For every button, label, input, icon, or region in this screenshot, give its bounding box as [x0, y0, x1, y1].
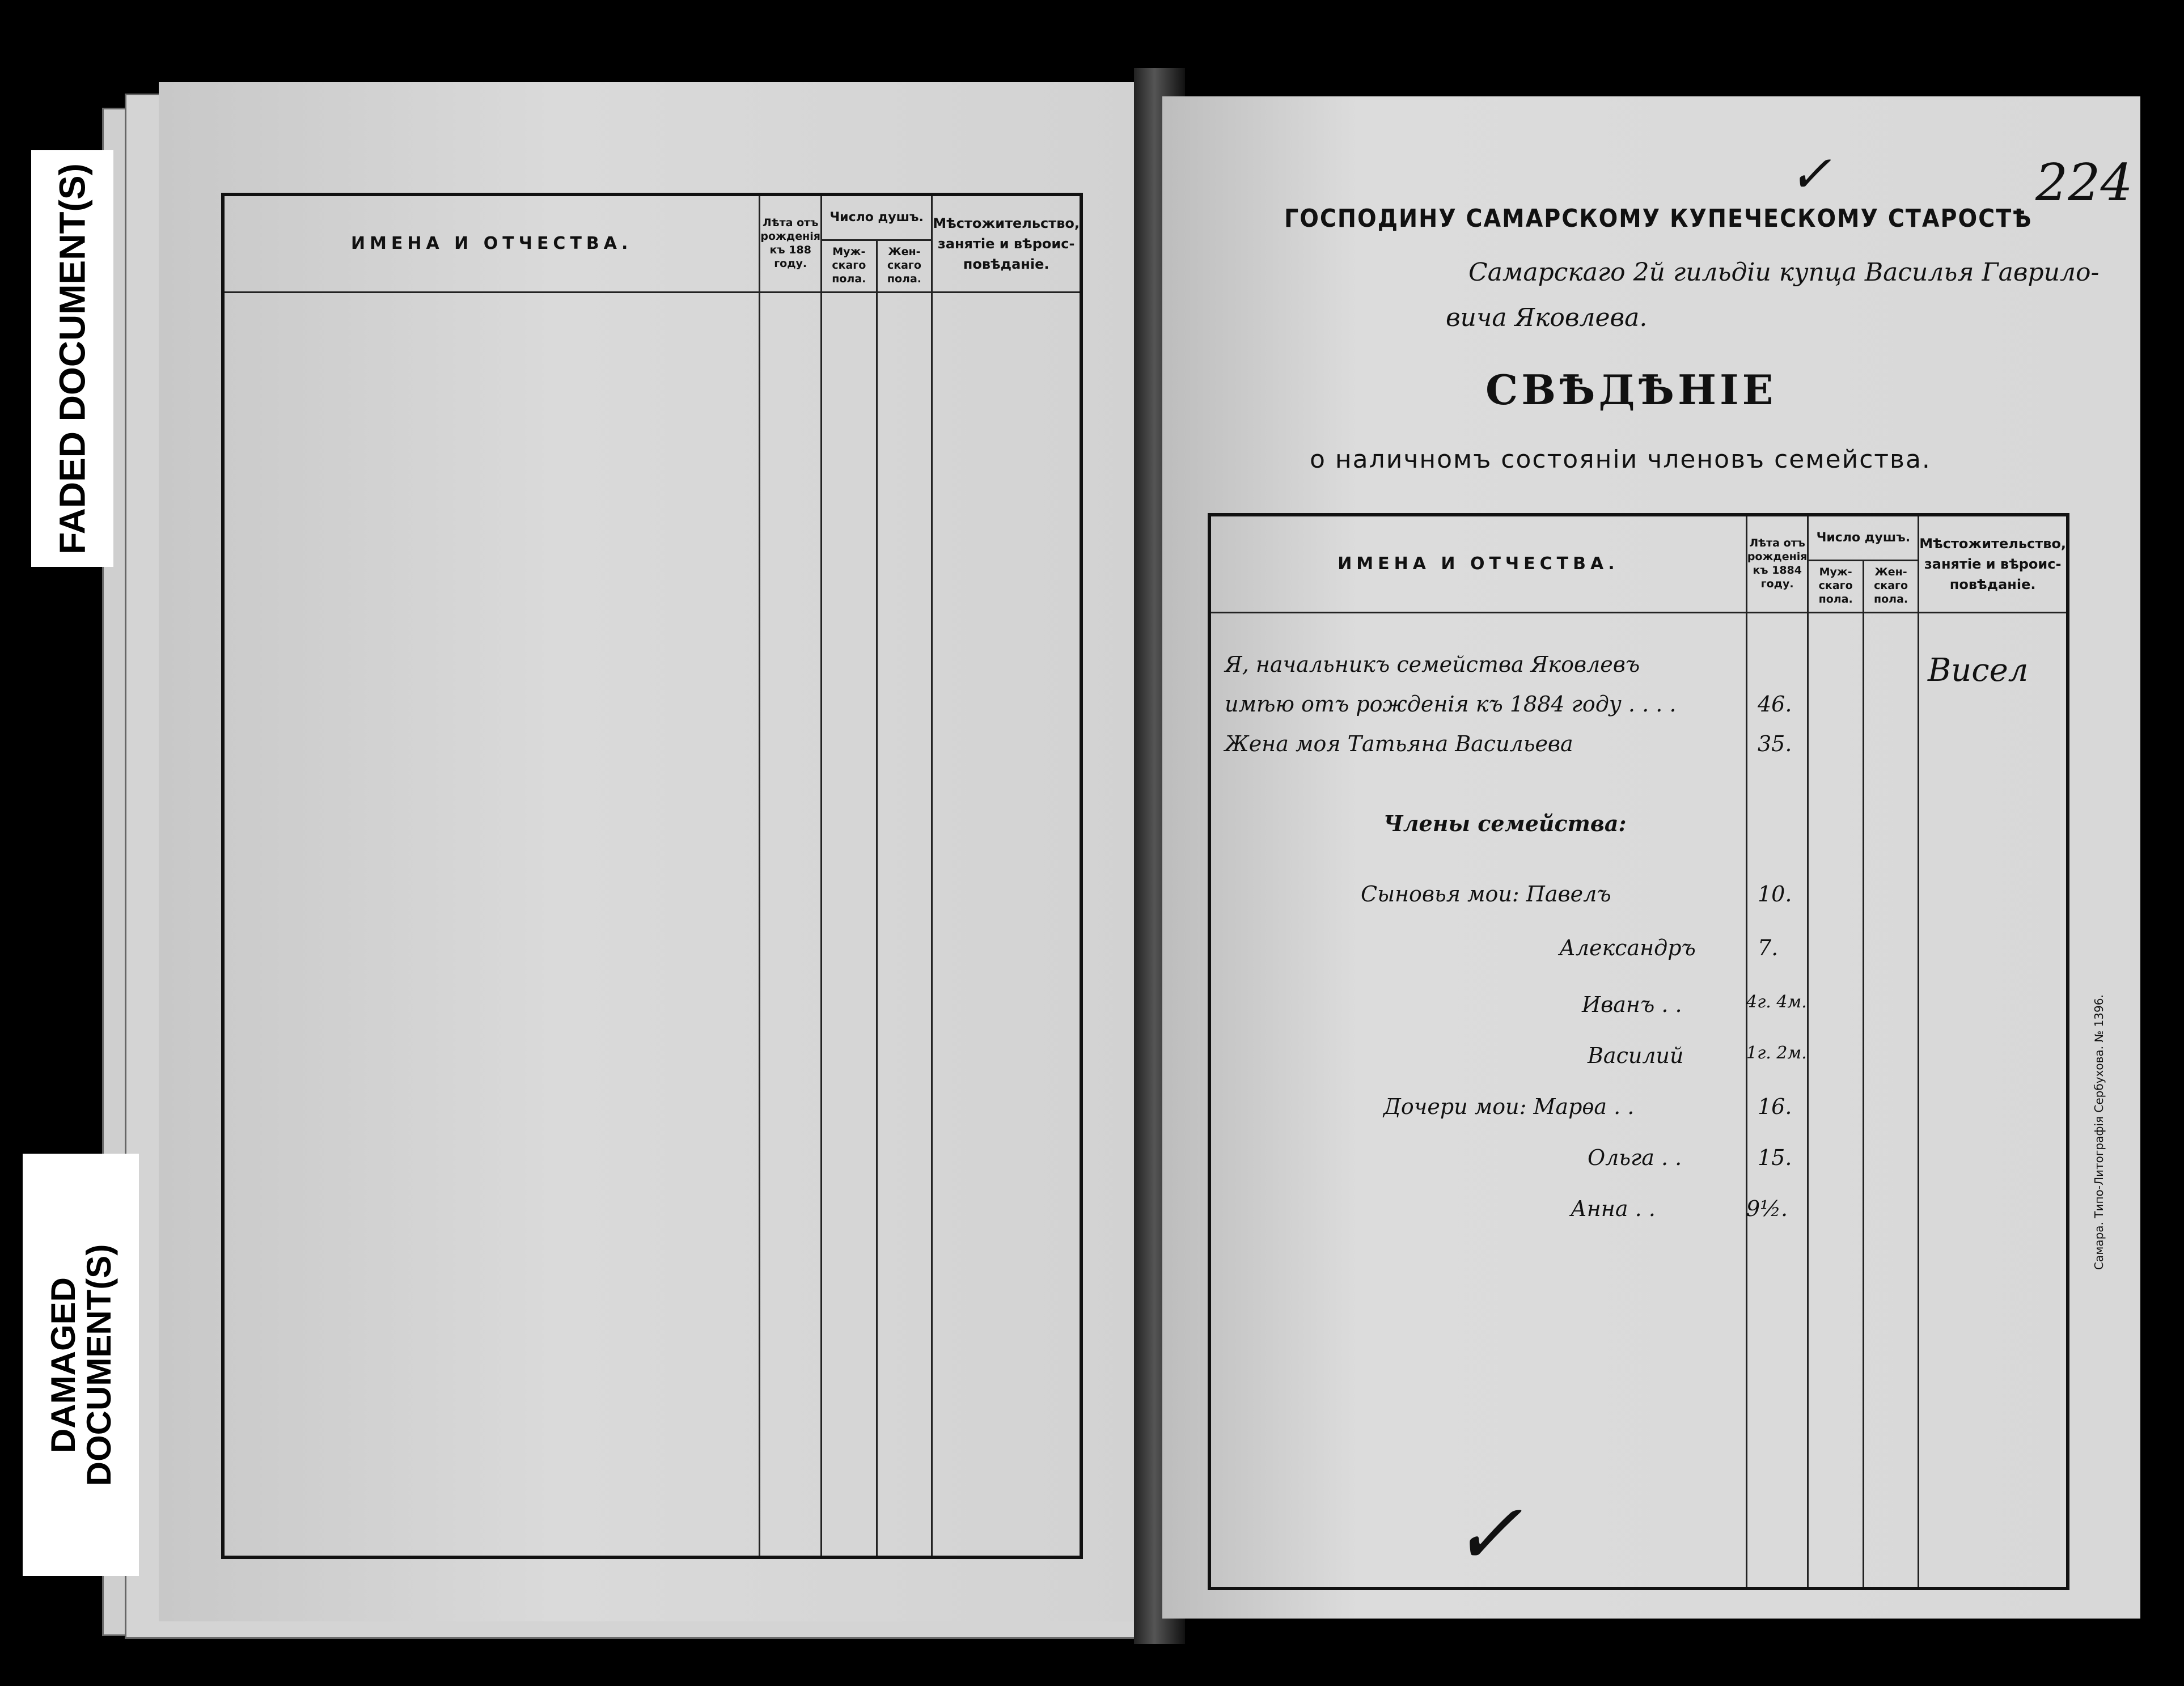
residence-column	[932, 292, 1081, 1557]
years-column	[760, 292, 822, 1557]
female-column	[1863, 612, 1918, 1588]
child-age: 16.	[1758, 1094, 1792, 1119]
child-age: 9½.	[1746, 1196, 1788, 1221]
printer-imprint: Самара. Типо-Литографія Сербухова. № 1396.	[2092, 994, 2106, 1270]
faded-document-label: FADED DOCUMENT(S)	[51, 163, 92, 554]
years-column-header: Лѣта отъ рожденія къ 188 году.	[760, 194, 822, 292]
damaged-document-label: DAMAGED DOCUMENT(S)	[44, 1244, 118, 1486]
addressee-heading: ГОСПОДИНУ САМАРСКОМУ КУПЕЧЕСКОМУ СТАРОСТѢ	[1284, 204, 2033, 233]
left-form-table	[221, 193, 1083, 1559]
document-title: СВѢДѢНІЕ	[1485, 366, 1777, 414]
child-name: Дочери мои: Марѳа . .	[1383, 1094, 1635, 1119]
child-name: Василий	[1588, 1043, 1684, 1068]
child-age: 1г. 2м.	[1746, 1043, 1807, 1063]
child-name: Анна . .	[1571, 1196, 1656, 1221]
female-column	[877, 292, 932, 1557]
residence-note: Висел	[1928, 652, 2029, 689]
head-of-family-line: Я, начальникъ семейства Яковлевъ	[1225, 652, 1640, 677]
child-name: Иванъ . .	[1582, 992, 1682, 1017]
wife-entry: Жена моя Татьяна Васильева	[1225, 731, 1573, 756]
merchant-line-continued: вича Яковлева.	[1446, 303, 1648, 332]
female-column-header: Жен- скаго пола.	[877, 240, 932, 292]
child-name: Ольга . .	[1588, 1145, 1682, 1170]
child-age: 4г. 4м.	[1746, 992, 1807, 1012]
child-age: 15.	[1758, 1145, 1792, 1170]
head-birth-line: имѣю отъ рожденія къ 1884 году . . . .	[1225, 692, 1677, 717]
male-column	[822, 292, 877, 1557]
faded-document-tag	[31, 150, 113, 567]
male-column-header: Муж- скаго пола.	[822, 240, 877, 292]
page-number: 224	[2035, 153, 2133, 213]
child-age: 7.	[1758, 935, 1779, 960]
merchant-line: Самарскаго 2й гильдіи купца Василья Гаврило-	[1468, 258, 2100, 287]
souls-column-header: Число душъ.	[822, 194, 932, 240]
names-column-header: ИМЕНА И ОТЧЕСТВА.	[223, 194, 760, 292]
male-column-header: Муж- скаго пола.	[1808, 560, 1863, 612]
child-age: 10.	[1758, 882, 1792, 906]
residence-column-header: Мѣстожительство, занятіе и вѣроис- повѣданіе.	[932, 194, 1081, 292]
names-column-header: ИМЕНА И ОТЧЕСТВА.	[1209, 515, 1746, 612]
wife-age: 35.	[1758, 731, 1792, 756]
head-age: 46.	[1758, 692, 1792, 717]
male-column	[1808, 612, 1863, 1588]
check-mark: ✓	[1789, 145, 1832, 204]
damaged-document-tag	[23, 1154, 139, 1576]
names-column	[223, 292, 760, 1557]
document-subtitle: о наличномъ состояніи членовъ семейства.	[1310, 445, 1931, 474]
souls-column-header: Число душъ.	[1808, 515, 1919, 560]
family-members-label: Члены семейства:	[1383, 811, 1627, 836]
years-column-header: Лѣта отъ рожденія къ 1884 году.	[1746, 515, 1808, 612]
child-name: Сыновья мои: Павелъ	[1361, 882, 1611, 906]
child-name: Александръ	[1559, 935, 1696, 960]
residence-column-header: Мѣстожительство, занятіе и вѣроис- повѣданіе.	[1919, 515, 2068, 612]
residence-column	[1919, 612, 2068, 1588]
female-column-header: Жен- скаго пола.	[1863, 560, 1918, 612]
check-mark: ✓	[1451, 1485, 1523, 1584]
